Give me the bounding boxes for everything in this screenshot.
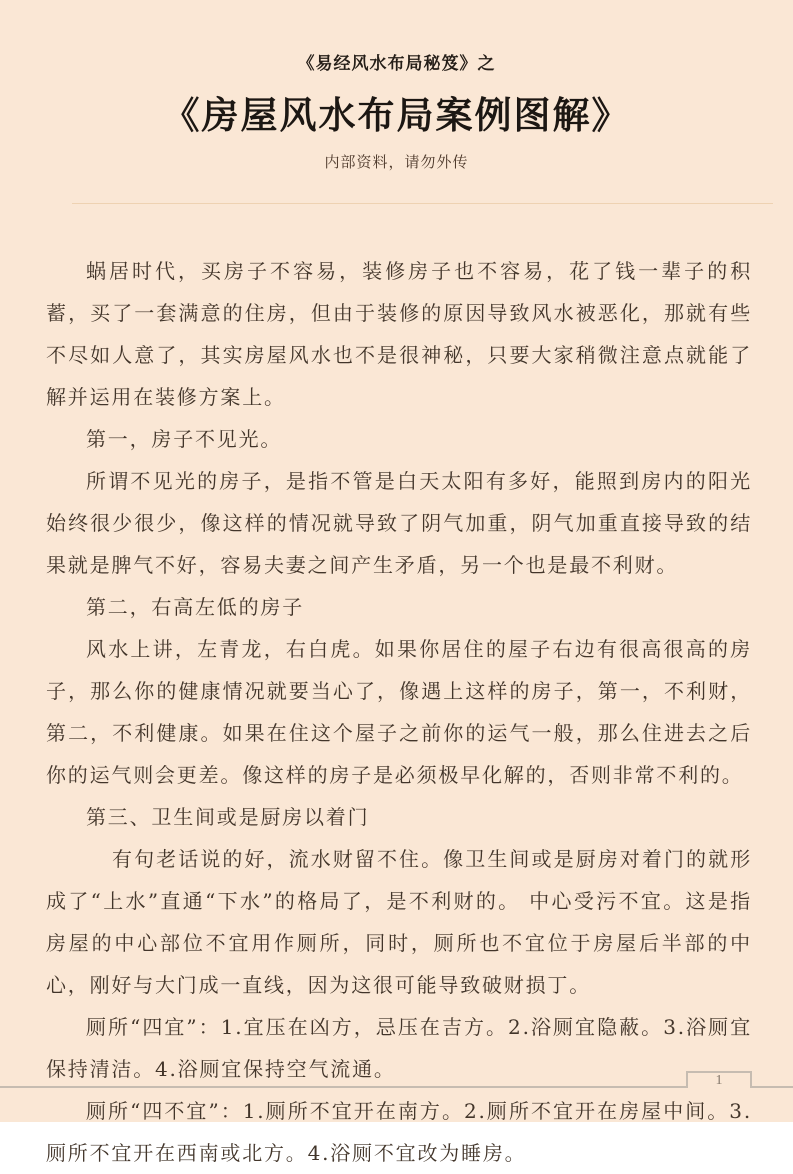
body-paragraph: 第二，右高左低的房子: [86, 595, 304, 619]
header-divider: [72, 203, 773, 204]
body-paragraph: 有句老话说的好，流水财留不住。像卫生间或是厨房对着门的就形成了“上水”直通“下水”的格局了，是不利财的。 中心受污不宜。这是指房屋的中心部位不宜用作厕所，同时，厕所也不宜位于房屋后半部的中心，刚好与大门成一直线，因为这很可能导致破财损丁。: [46, 847, 752, 997]
body-paragraph: 第三、卫生间或是厨房以着门: [86, 805, 370, 829]
body-paragraph: 风水上讲，左青龙，右白虎。如果你居住的屋子右边有很高很高的房子，那么你的健康情况就要当心了，像遇上这样的房子，第一，不利财，第二，不利健康。如果在住这个屋子之前你的运气一般，那么住进去之后你的运气则会更差。像这样的房子是必须极早化解的，否则非常不利的。: [46, 637, 752, 787]
body-paragraph: 蜗居时代，买房子不容易，装修房子也不容易，花了钱一辈子的积蓄，买了一套满意的住房，但由于装修的原因导致风水被恶化，那就有些不尽如人意了，其实房屋风水也不是很神秘，只要大家稍微注意点就能了解并运用在装修方案上。: [46, 259, 752, 409]
document-body: [46, 250, 752, 1174]
document-header: [0, 0, 793, 172]
footer-rule-left: [0, 1086, 686, 1088]
footer-rule-right: [752, 1086, 793, 1088]
page-title: 《房屋风水布局案例图解》: [162, 95, 631, 136]
series-title: 《易经风水布局秘笈》之: [297, 54, 496, 73]
body-paragraph: 厕所“四宜”：1.宜压在凶方，忌压在吉方。2.浴厕宜隐蔽。3.浴厕宜保持清洁。4.浴厕宜保持空气流通。: [46, 1015, 752, 1081]
body-paragraph: 所谓不见光的房子，是指不管是白天太阳有多好，能照到房内的阳光始终很少很少，像这样的情况就导致了阴气加重，阴气加重直接导致的结果就是脾气不好，容易夫妻之间产生矛盾，另一个也是最不利财。: [46, 469, 752, 577]
page-number: 1: [715, 1073, 723, 1088]
body-paragraph: 第一，房子不见光。: [86, 427, 283, 451]
body-paragraph: 厕所“四不宜”：1.厕所不宜开在南方。2.厕所不宜开在房屋中间。3.厕所不宜开在西南或北方。4.浴厕不宜改为睡房。: [46, 1099, 752, 1165]
page-number-tab: [686, 1071, 752, 1088]
confidential-subtitle: 内部资料，请勿外传: [324, 153, 469, 171]
